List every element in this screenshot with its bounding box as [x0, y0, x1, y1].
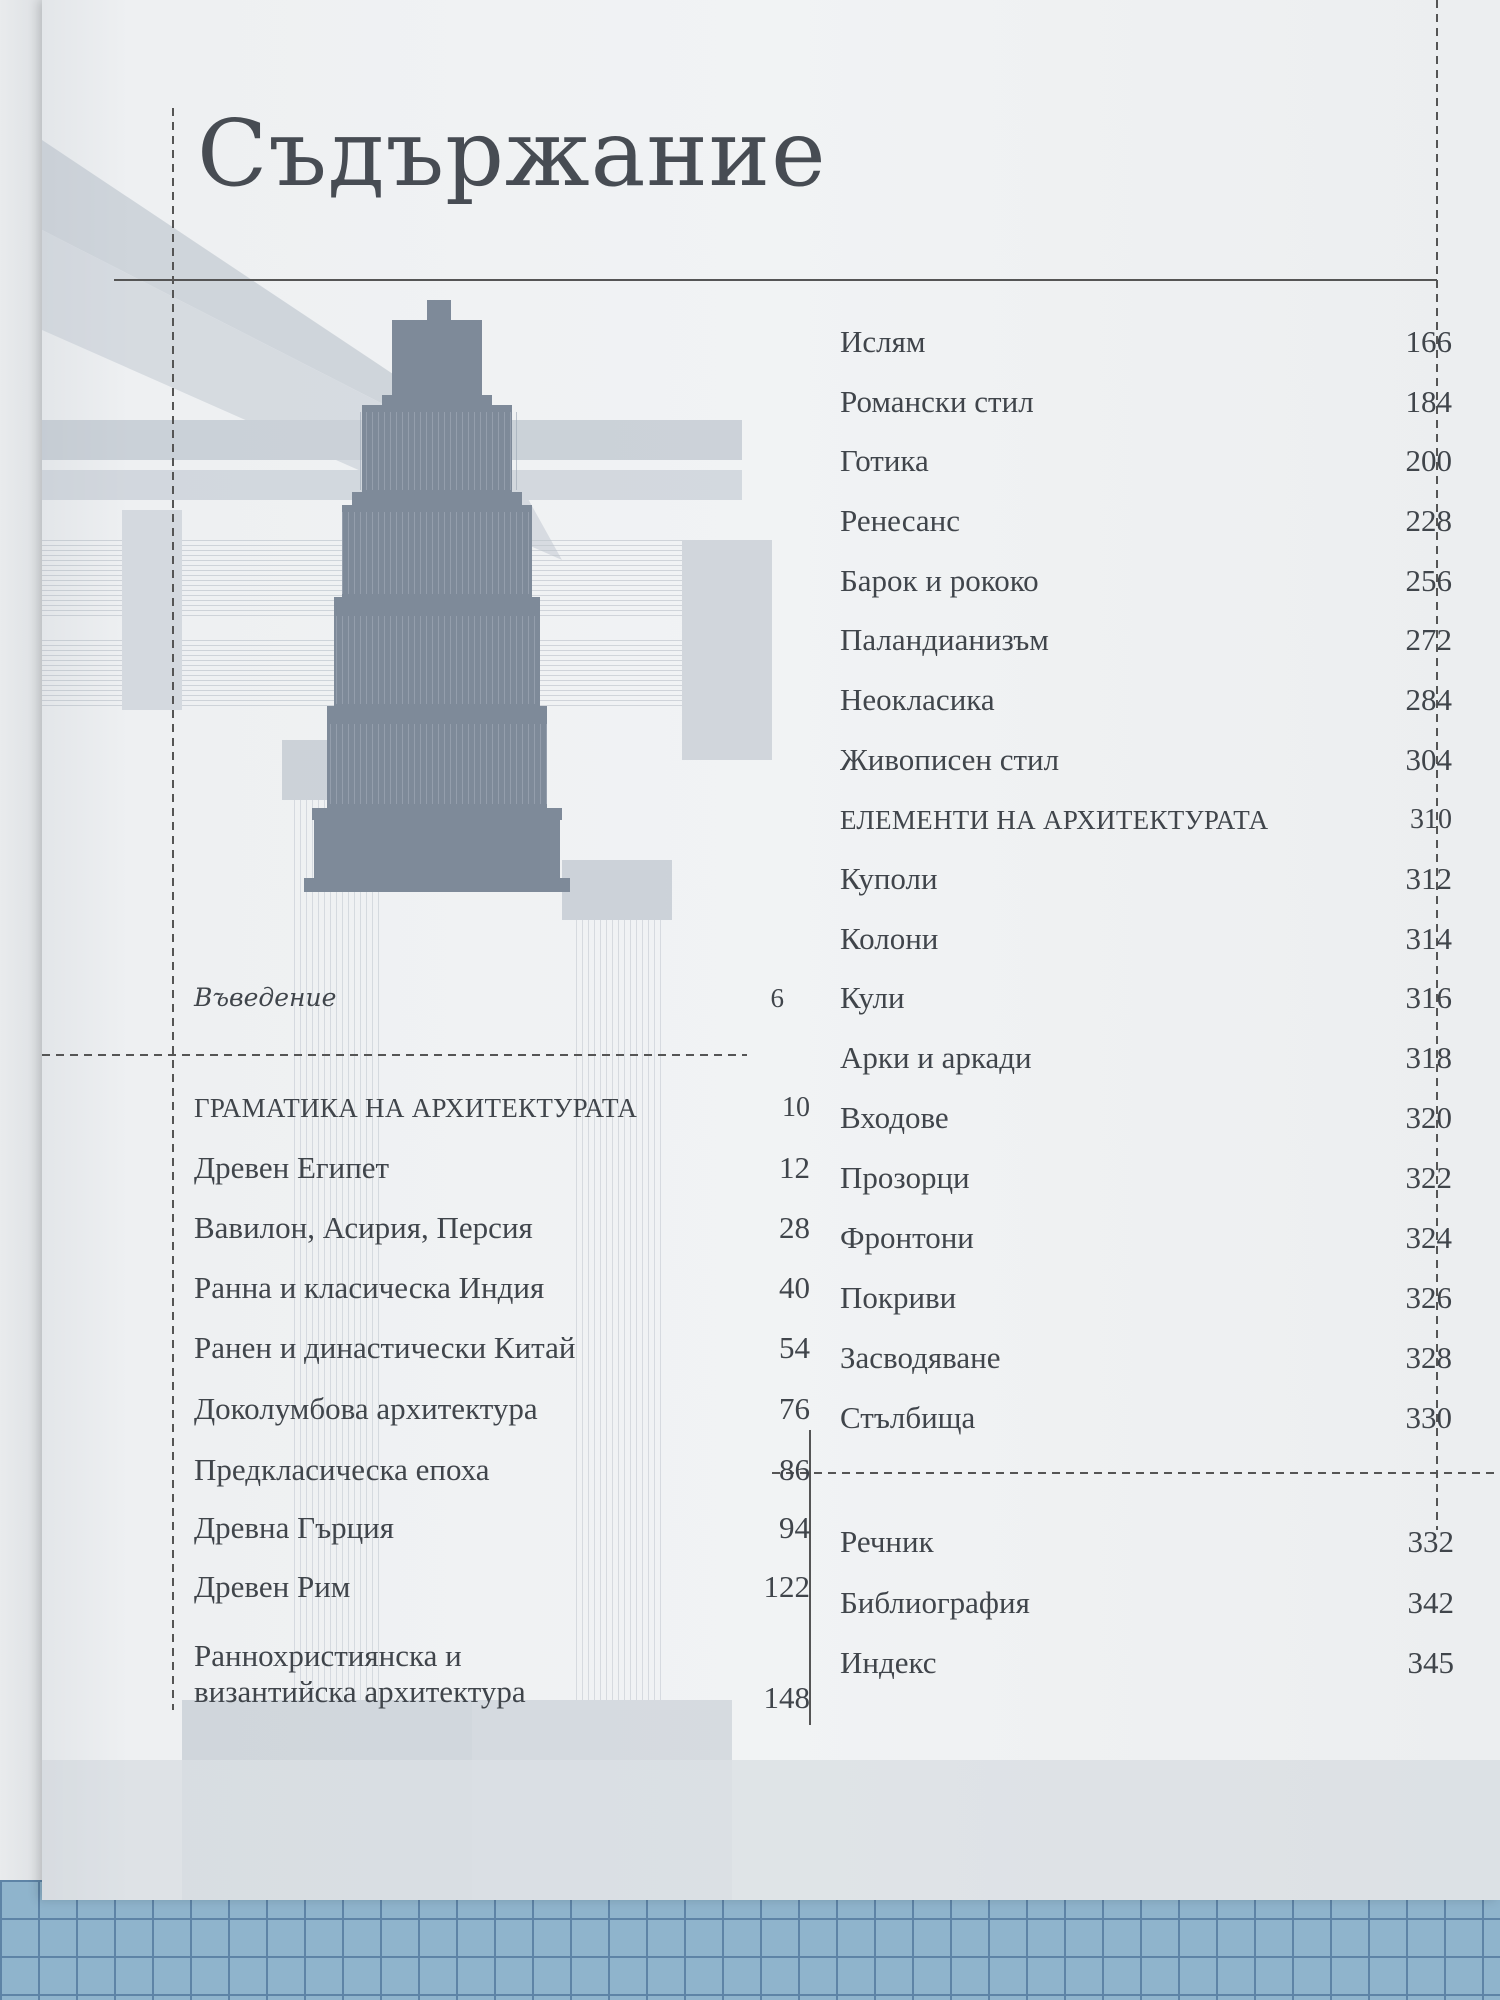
toc-entry-page: 345	[1407, 1645, 1454, 1680]
toc-entry-page: 54	[779, 1330, 810, 1365]
toc-entry-page: 322	[1405, 1160, 1452, 1195]
toc-entry-label: Куполи	[840, 861, 938, 896]
toc-entry-page: 86	[779, 1452, 810, 1487]
toc-entry-label: Живописен стил	[840, 742, 1060, 777]
toc-entry-page: 320	[1405, 1100, 1452, 1135]
toc-entry-label: Прозорци	[840, 1160, 970, 1195]
toc-entry-right[interactable]	[840, 1038, 1452, 1078]
toc-entry-label: Ранна и класическа Индия	[194, 1270, 545, 1305]
toc-entry-page: 332	[1407, 1524, 1454, 1559]
toc-entry-label: Индекс	[840, 1645, 937, 1680]
toc-entry-page: 6	[770, 983, 784, 1013]
toc-entry-right[interactable]	[840, 1338, 1452, 1378]
toc-entry-label: Древна Гърция	[194, 1510, 395, 1545]
toc-entry-page: 166	[1405, 324, 1452, 359]
toc-entry-page: 10	[782, 1092, 810, 1123]
toc-entry-label: Входове	[840, 1100, 949, 1135]
toc-entry-left[interactable]	[194, 1389, 810, 1429]
toc-entry-right[interactable]	[840, 1098, 1452, 1138]
toc-entry-label: Вавилон, Асирия, Персия	[194, 1210, 533, 1245]
toc-entry-label: Въведение	[194, 983, 337, 1012]
toc-entry-label: Барок и рококо	[840, 563, 1039, 598]
toc-entry-right[interactable]	[840, 1218, 1452, 1258]
toc-entry-label: Покриви	[840, 1280, 957, 1315]
toc-entry-page: 310	[1410, 804, 1452, 835]
toc-entry-left[interactable]	[194, 1148, 810, 1188]
toc-entry-right[interactable]	[840, 800, 1452, 840]
toc-entry-right[interactable]	[840, 501, 1452, 541]
toc-entry-page: 284	[1405, 682, 1452, 717]
toc-entry-page: 328	[1405, 1340, 1452, 1375]
toc-entry-page: 256	[1405, 563, 1452, 598]
toc-entry-right[interactable]	[840, 1278, 1452, 1318]
toc-entry-right[interactable]	[840, 561, 1452, 601]
toc-entry-page: 316	[1405, 980, 1452, 1015]
toc-entry-label: Древен Рим	[194, 1569, 351, 1604]
toc-entry-label: Ислям	[840, 324, 926, 359]
toc-entry-page: 312	[1405, 861, 1452, 896]
toc-entry-label: Ренесанс	[840, 503, 960, 538]
toc-entry-label: Арки и аркади	[840, 1040, 1032, 1075]
toc-entry-label: Предкласическа епоха	[194, 1452, 490, 1487]
toc-entry-page: 324	[1405, 1220, 1452, 1255]
toc-entry-left[interactable]	[194, 1268, 810, 1308]
toc-entry-label: Библиография	[840, 1585, 1030, 1620]
toc-entry-left[interactable]	[194, 1450, 810, 1490]
toc-entry-right[interactable]	[840, 680, 1452, 720]
toc-entry-label: Древен Египет	[194, 1150, 390, 1185]
toc-entry-label: Готика	[840, 443, 929, 478]
toc-entry-label: Ранен и династически Китай	[194, 1330, 576, 1365]
toc-entry-label: Романски стил	[840, 384, 1034, 419]
toc-entry-page: 148	[763, 1680, 810, 1715]
toc-entry-label: Засводяване	[840, 1340, 1001, 1375]
toc-entry-page: 184	[1405, 384, 1452, 419]
toc-entry-right[interactable]	[840, 1158, 1452, 1198]
toc-entry-page: 304	[1405, 742, 1452, 777]
toc-entry-label: Кули	[840, 980, 905, 1015]
toc-entry-right[interactable]	[840, 620, 1452, 660]
toc-entry-page: 76	[779, 1391, 810, 1426]
toc-entry-back-matter[interactable]	[840, 1522, 1454, 1562]
toc-entry-label: ЕЛЕМЕНТИ НА АРХИТЕКТУРАТА	[840, 805, 1269, 835]
toc-entry-back-matter[interactable]	[840, 1643, 1454, 1683]
toc-entry-label: Паландианизъм	[840, 622, 1049, 657]
toc-entry-left[interactable]	[194, 1638, 810, 1718]
toc-entry-right[interactable]	[840, 978, 1452, 1018]
toc-entry-right[interactable]	[840, 859, 1452, 899]
toc-entry-page: 94	[779, 1510, 810, 1545]
toc-entry-left[interactable]	[194, 1508, 810, 1548]
toc-entry-page: 314	[1405, 921, 1452, 956]
toc-entry-right[interactable]	[840, 322, 1452, 362]
toc-entry-intro[interactable]	[194, 978, 784, 1018]
toc-entry-page: 28	[779, 1210, 810, 1245]
toc-entry-page: 330	[1405, 1400, 1452, 1435]
toc-entry-page: 40	[779, 1270, 810, 1305]
toc-entry-right[interactable]	[840, 441, 1452, 481]
toc-entry-page: 122	[763, 1569, 810, 1604]
toc-entry-label: Доколумбова архитектура	[194, 1391, 538, 1426]
toc-entry-label: Раннохристиянска и византийска архитектура	[194, 1638, 526, 1709]
toc-entry-right[interactable]	[840, 740, 1452, 780]
toc-entry-left[interactable]	[194, 1328, 810, 1368]
toc-entry-label: Стълбища	[840, 1400, 976, 1435]
columns	[42, 740, 1500, 1900]
toc-entry-label: Неокласика	[840, 682, 995, 717]
toc-entry-left[interactable]	[194, 1567, 810, 1607]
toc-entry-page: 318	[1405, 1040, 1452, 1075]
page-title: Съдържание	[197, 100, 827, 207]
toc-entry-page: 228	[1405, 503, 1452, 538]
toc-entry-label: Колони	[840, 921, 939, 956]
toc-entry-page: 272	[1405, 622, 1452, 657]
toc-entry-page: 200	[1405, 443, 1452, 478]
toc-entry-right[interactable]	[840, 919, 1452, 959]
toc-entry-page: 326	[1405, 1280, 1452, 1315]
toc-entry-label: ГРАМАТИКА НА АРХИТЕКТУРАТА	[194, 1093, 638, 1123]
toc-entry-left[interactable]	[194, 1088, 810, 1128]
toc-entry-right[interactable]	[840, 382, 1452, 422]
toc-entry-page: 12	[779, 1150, 810, 1185]
toc-entry-back-matter[interactable]	[840, 1583, 1454, 1623]
toc-entry-left[interactable]	[194, 1208, 810, 1248]
toc-entry-page: 342	[1407, 1585, 1454, 1620]
contents-page	[42, 0, 1500, 1900]
toc-entry-label: Речник	[840, 1524, 934, 1559]
toc-entry-label: Фронтони	[840, 1220, 974, 1255]
toc-entry-right[interactable]	[840, 1398, 1452, 1438]
